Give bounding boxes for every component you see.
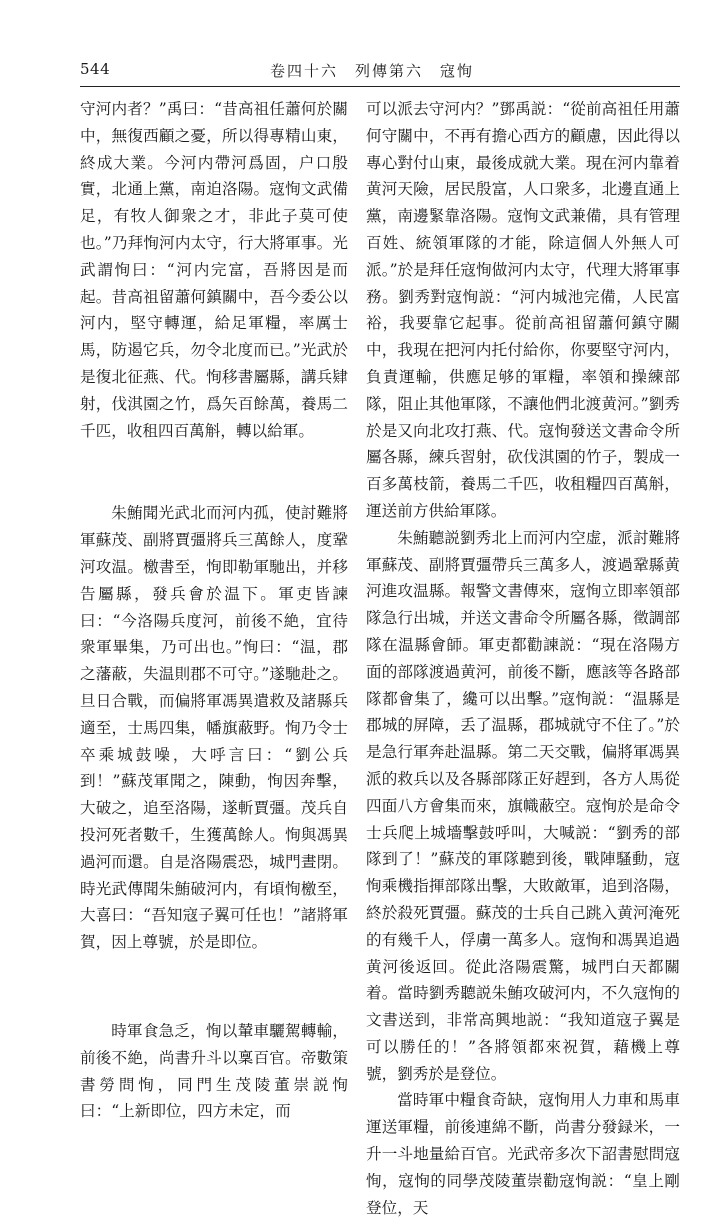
page-number: 544: [80, 60, 111, 78]
modern-translation-column: [366, 96, 680, 1221]
classical-paragraph-3: 時軍食急乏，恂以輦車驪駕轉輸，前後不絶，尚書升斗以稟百官。帝數策書勞問恂，同門生茂陵董崇説恂曰：“上新即位，四方未定，而: [80, 1021, 348, 1121]
modern-paragraph-2: 朱鮪聽説劉秀北上而河内空虚，派討難將軍蘇茂、副將賈彊帶兵三萬多人，渡過鞏縣黄河進攻温縣。報警文書傳來，寇恂立即率領部隊急行出城，并送文書命令所屬各縣，徵調部隊在温縣會師。軍吏都勸諫説：“現在洛陽方面的部隊渡過黄河，前後不斷，應該等各路部隊都會集了，纔可以出擊。”寇恂説：“温縣是郡城的屏障，丢了温縣，郡城就守不住了。”於是急行軍奔赴温縣。第二天交戰，偏將軍馮異派的救兵以及各縣部隊正好趕到，各方人馬從四面八方會集而來，旗幟蔽空。寇恂於是命令士兵爬上城墻擊鼓呼叫，大喊説：“劉秀的部隊到了！”蘇茂的軍隊聽到後，戰陣騷動，寇恂乘機指揮部隊出擊，大敗敵軍，追到洛陽，終於殺死賈彊。蘇茂的士兵自己跳入黄河淹死的有幾千人，俘虜一萬多人。寇恂和馮異追過黄河後返回。從此洛陽震驚，城門白天都關着。當時劉秀聽説朱鮪攻破河内，不久寇恂的文書送到，非常高興地説：“我知道寇子翼是可以勝任的！”各將領都來祝賀，藉機上尊號，劉秀於是登位。: [366, 528, 680, 1083]
paragraph-gap: [80, 956, 348, 1018]
page-header: [80, 56, 680, 84]
header-rule: [80, 86, 680, 87]
modern-paragraph-3: 當時軍中糧食奇缺，寇恂用人力車和馬車運送軍糧，前後連綿不斷，尚書分發録米，一升一斗地量給百官。光武帝多次下詔書慰問寇恂，寇恂的同學茂陵董崇勸寇恂説：“皇上剛登位，天: [366, 1091, 680, 1217]
modern-paragraph-1: 可以派去守河内？”鄧禹説：“從前高祖任用蕭何守關中，不再有擔心西方的顧慮，因此得以專心對付山東，最後成就大業。現在河内靠着黄河天險，居民殷富，人口衆多，北邊直通上黨，南邊緊靠洛陽。寇恂文武兼備，具有管理百姓、統領軍隊的才能，除這個人外無人可派。”於是拜任寇恂做河内太守，代理大將軍事務。劉秀對寇恂説：“河内城池完備，人民富裕，我要靠它起事。從前高祖留蕭何鎮守關中，我現在把河内托付給你，你要堅守河内，負責運輸，供應足够的軍糧，率領和操練部隊，阻止其他軍隊，不讓他們北渡黄河。”劉秀於是又向北攻打燕、代。寇恂發送文書命令所屬各縣，練兵習射，砍伐淇園的竹子，製成一百多萬枝箭，養馬二千匹，收租糧四百萬斛，運送前方供給軍隊。: [366, 100, 680, 520]
classical-text-column: [80, 96, 348, 1125]
classical-paragraph-2: 朱鮪聞光武北而河内孤，使討難將軍蘇茂、副將賈彊將兵三萬餘人，度鞏河攻温。檄書至，恂即勒軍馳出，并移告屬縣，發兵會於温下。軍吏皆諫曰：“今洛陽兵度河，前後不絶，宜待衆軍畢集，乃可出也。”恂曰：“温，郡之藩蔽，失温則郡不可守。”遂馳赴之。旦日合戰，而偏將軍馮異遣救及諸縣兵適至，士馬四集，幡旗蔽野。恂乃令士卒乘城鼓噪，大呼言曰：“劉公兵到！”蘇茂軍聞之，陳動，恂因奔擊，大破之，追至洛陽，遂斬賈彊。茂兵自投河死者數千，生獲萬餘人。恂與馮異過河而還。自是洛陽震恐，城門晝閉。時光武傳聞朱鮪破河内，有頃恂檄至，大喜曰：“吾知寇子翼可任也！”諸將軍賀，因上尊號，於是即位。: [80, 504, 348, 952]
paragraph-gap: [80, 444, 348, 500]
running-head: 卷四十六 列傳第六 寇恂: [270, 62, 475, 80]
classical-paragraph-1: 守河内者？”禹曰：“昔高祖任蕭何於關中，無復西顧之憂，所以得專精山東，終成大業。今河内帶河爲固，户口殷實，北通上黨，南迫洛陽。寇恂文武備足，有牧人御衆之才，非此子莫可使也。”乃拜恂河内太守，行大將軍事。光武謂恂曰：“河内完富，吾將因是而起。昔高祖留蕭何鎮關中，吾今委公以河内，堅守轉運，給足軍糧，率厲士馬，防遏它兵，勿令北度而已。”光武於是復北征燕、代。恂移書屬縣，講兵肄射，伐淇園之竹，爲矢百餘萬，養馬二千匹，收租四百萬斛，轉以給軍。: [80, 100, 348, 440]
